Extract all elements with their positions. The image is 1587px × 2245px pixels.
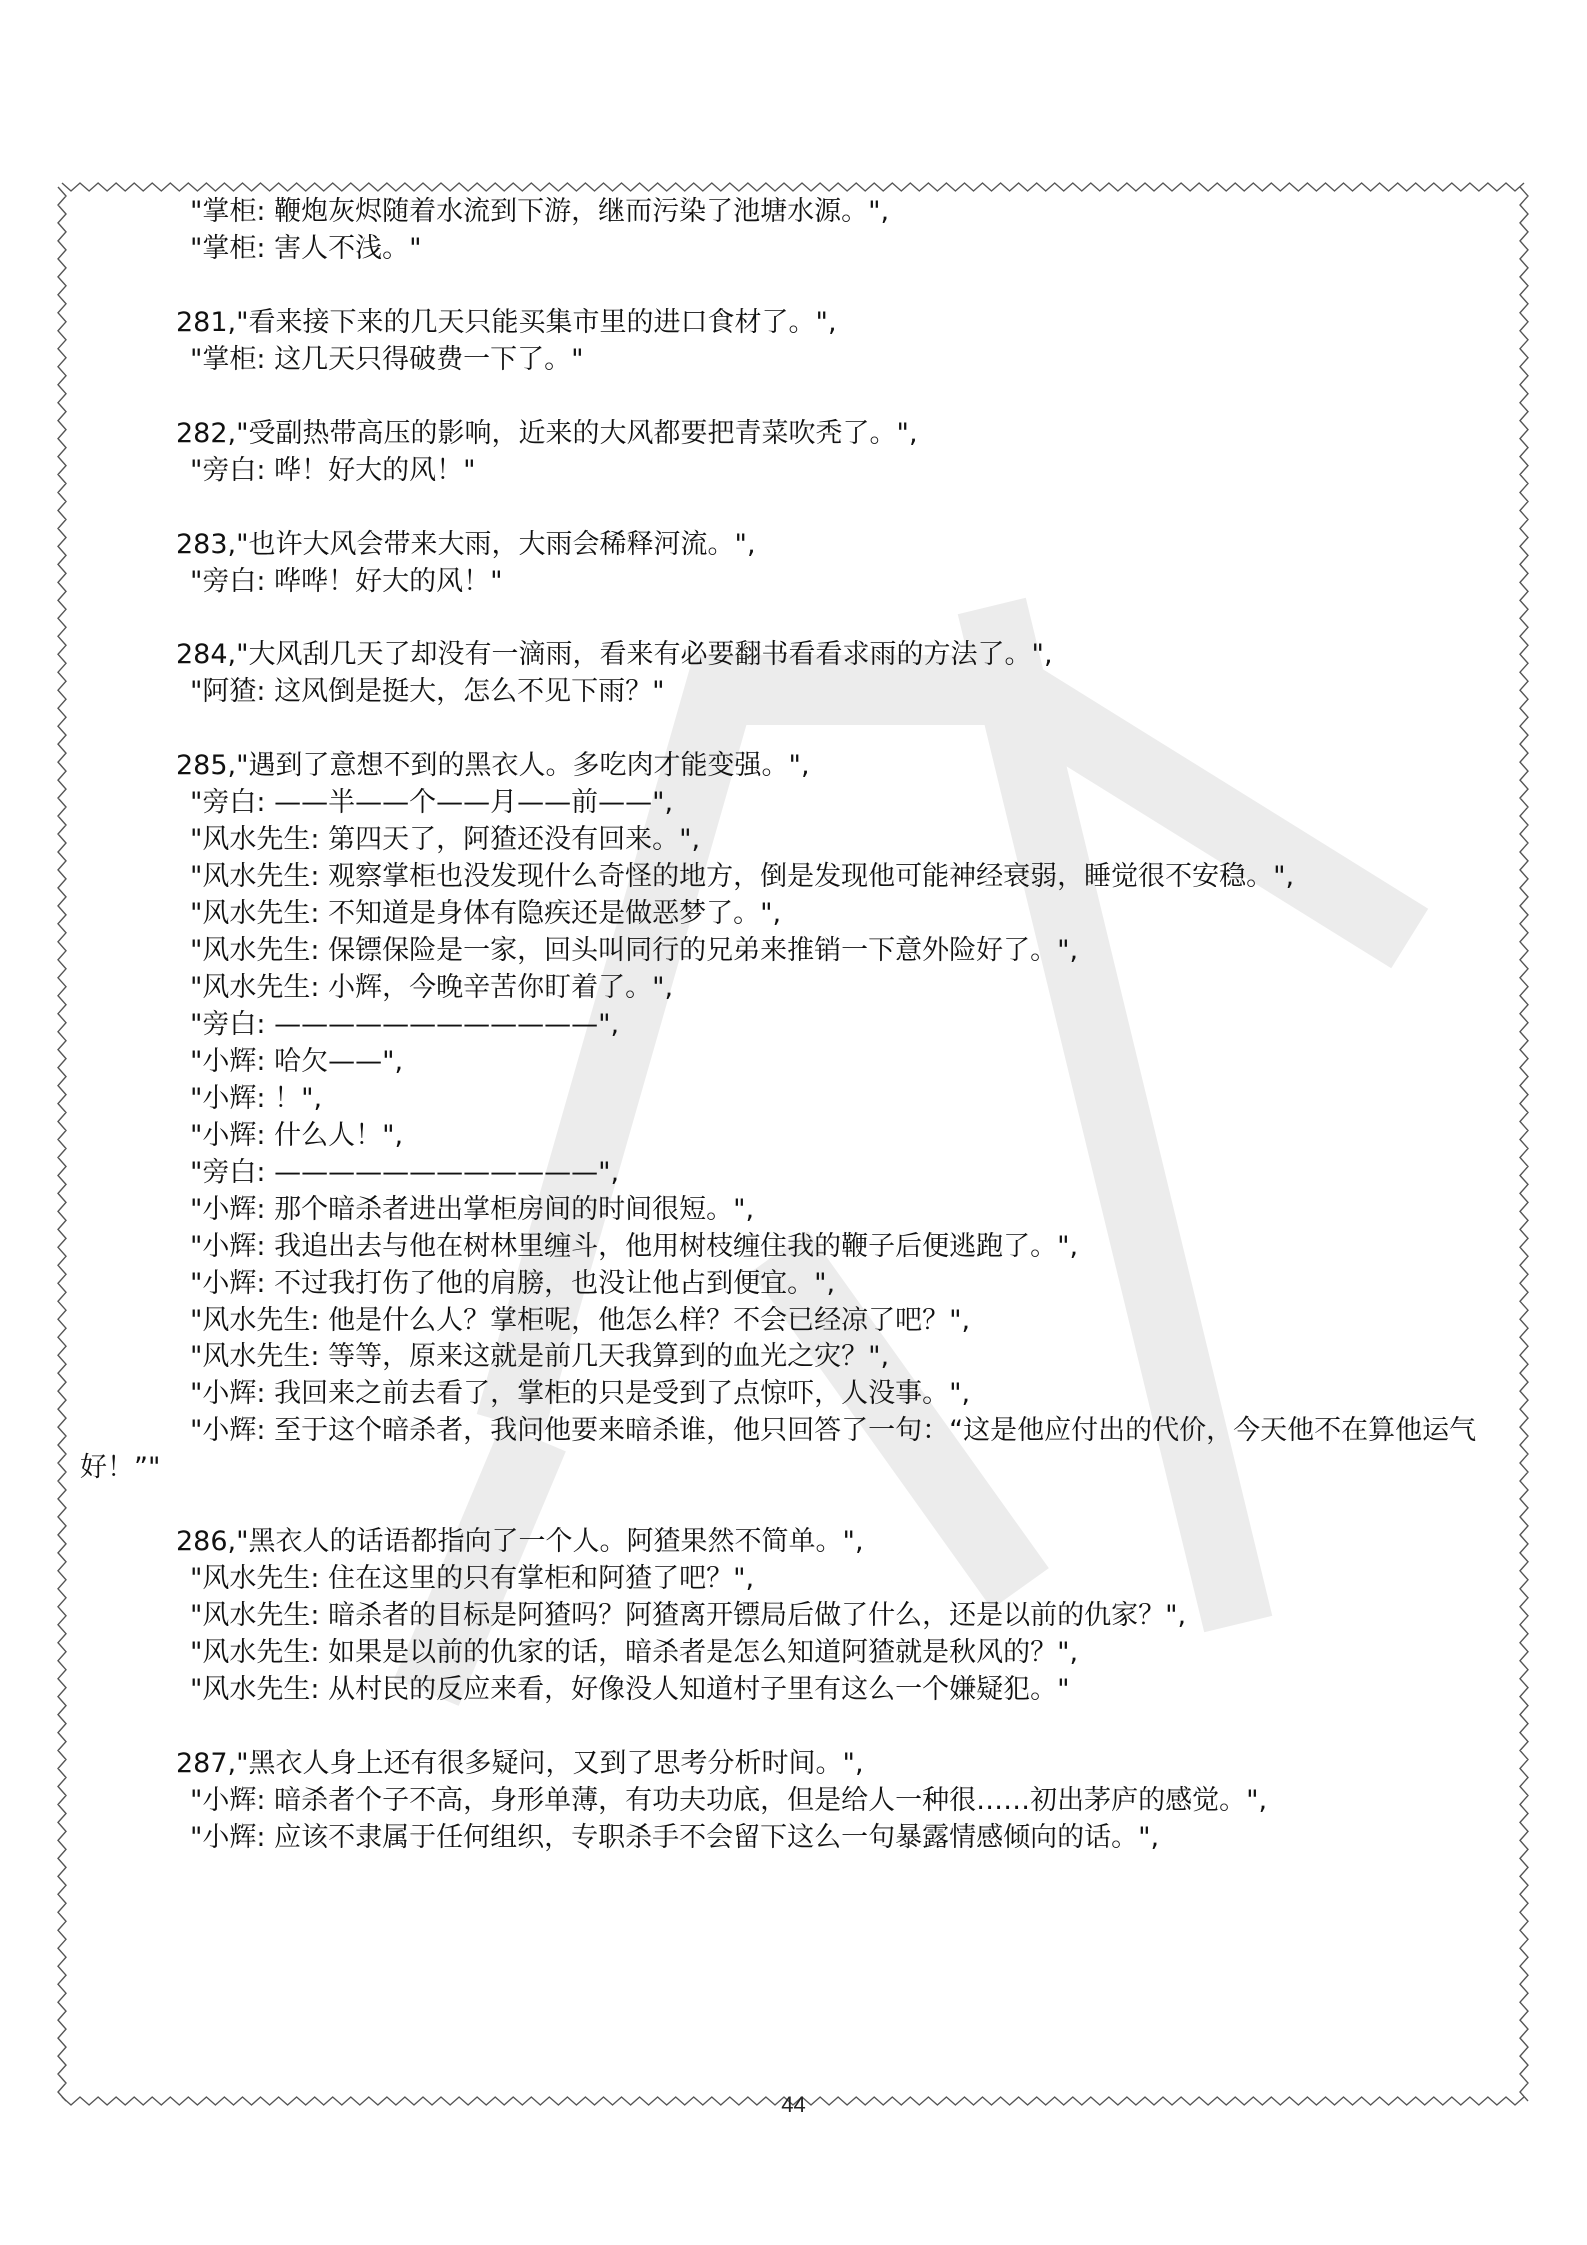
text-line: 282,"受副热带高压的影响，近来的大风都要把青菜吹秃了。",	[176, 417, 918, 449]
text-line: "小辉: 我回来之前去看了，掌柜的只是受到了点惊吓，人没事。",	[190, 1378, 971, 1410]
text-line: "风水先生: 小辉，今晚辛苦你盯着了。",	[190, 971, 674, 1003]
text-line: "小辉: 我追出去与他在树林里缠斗，他用树枝缠住我的鞭子后便逃跑了。",	[190, 1230, 1079, 1262]
text-line: "小辉: 不过我打伤了他的肩膀，也没让他占到便宜。",	[190, 1267, 836, 1299]
page-number: 44	[781, 2092, 806, 2117]
text-line: "风水先生: 保镖保险是一家，回头叫同行的兄弟来推销一下意外险好了。",	[190, 935, 1079, 966]
text-line: "风水先生: 他是什么人？掌柜呢，他怎么样？不会已经凉了吧？",	[190, 1304, 971, 1336]
text-line: "小辉: ！",	[190, 1082, 323, 1114]
text-line: "风水先生: 不知道是身体有隐疾还是做恶梦了。",	[190, 898, 782, 930]
text-line: "掌柜: 这几天只得破费一下了。"	[190, 343, 584, 375]
text-line: "风水先生: 从村民的反应来看，好像没人知道村子里有这么一个嫌疑犯。"	[190, 1674, 1070, 1705]
text-line: "旁白: ——半——个——月——前——",	[190, 787, 674, 819]
text-line: "小辉: 应该不隶属于任何组织，专职杀手不会留下这么一句暴露情感倾向的话。",	[190, 1821, 1160, 1853]
text-line: "小辉: 什么人！",	[190, 1119, 404, 1151]
text-line: "小辉: 哈欠——",	[190, 1045, 404, 1077]
text-line: 281,"看来接下来的几天只能买集市里的进口食材了。",	[176, 306, 837, 338]
text-line: "小辉: 至于这个暗杀者，我问他要来暗杀谁，他只回答了一句：“这是他应付出的代价，今天他不在算他运气	[190, 1415, 1477, 1447]
text-line: 287,"黑衣人身上还有很多疑问，又到了思考分析时间。",	[176, 1747, 864, 1779]
text-line: "旁白: ————————————",	[190, 1008, 620, 1040]
border-zigzag	[62, 183, 1524, 191]
text-line: "旁白: 哗哗！好大的风！"	[190, 565, 503, 597]
border-zigzag	[58, 187, 66, 2101]
text-line: "风水先生: 暗杀者的目标是阿猹吗？阿猹离开镖局后做了什么，还是以前的仇家？",	[190, 1600, 1187, 1632]
border-zigzag	[1520, 187, 1528, 2101]
text-line: "风水先生: 等等，原来这就是前几天我算到的血光之灾？",	[190, 1341, 890, 1373]
text-line: 好！”"	[80, 1452, 161, 1484]
text-line: 285,"遇到了意想不到的黑衣人。多吃肉才能变强。",	[176, 750, 810, 782]
text-line: 286,"黑衣人的话语都指向了一个人。阿猹果然不简单。",	[176, 1526, 864, 1558]
text-line: "风水先生: 住在这里的只有掌柜和阿猹了吧？",	[190, 1563, 755, 1595]
text-line: 284,"大风刮几天了却没有一滴雨，看来有必要翻书看看求雨的方法了。",	[176, 639, 1053, 671]
text-line: "小辉: 那个暗杀者进出掌柜房间的时间很短。",	[190, 1193, 755, 1225]
text-line: "掌柜: 害人不浅。"	[190, 232, 422, 264]
text-line: "小辉: 暗杀者个子不高，身形单薄，有功夫功底，但是给人一种很……初出茅庐的感觉。",	[190, 1784, 1268, 1816]
text-line: "阿猹: 这风倒是挺大，怎么不见下雨？"	[190, 676, 665, 708]
text-line: "旁白: ————————————",	[190, 1156, 620, 1188]
text-line: "旁白: 哗！好大的风！"	[190, 454, 476, 486]
text-line: "风水先生: 观察掌柜也没发现什么奇怪的地方，倒是发现他可能神经衰弱，睡觉很不安稳。",	[190, 861, 1295, 893]
text-line: 283,"也许大风会带来大雨，大雨会稀释河流。",	[176, 528, 756, 560]
text-line: "掌柜: 鞭炮灰烬随着水流到下游，继而污染了池塘水源。",	[190, 196, 890, 227]
text-line: "风水先生: 如果是以前的仇家的话，暗杀者是怎么知道阿猹就是秋风的？",	[190, 1637, 1079, 1669]
text-line: "风水先生: 第四天了，阿猹还没有回来。",	[190, 824, 701, 856]
